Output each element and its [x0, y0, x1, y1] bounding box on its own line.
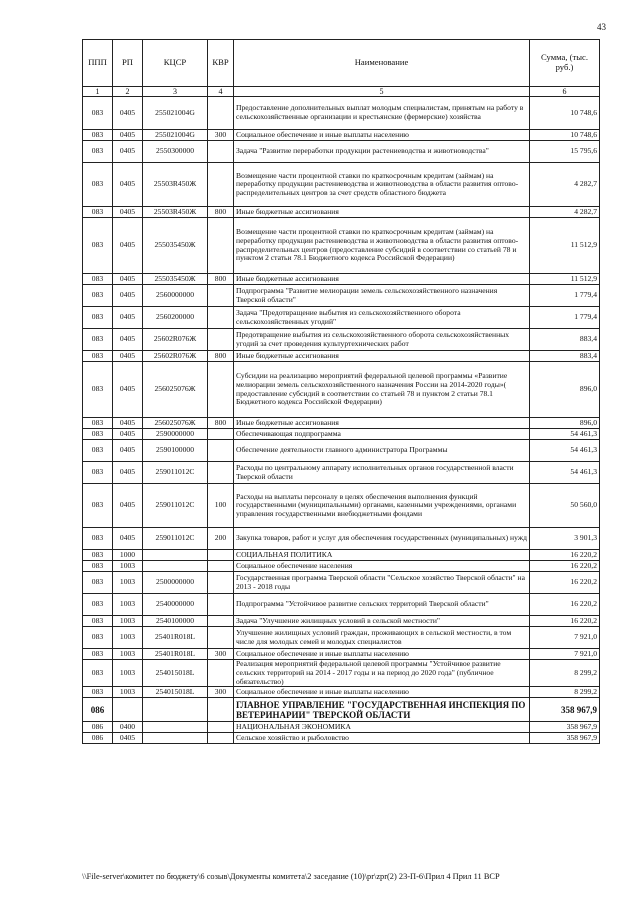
- cell-rp: 0405: [113, 207, 143, 218]
- cell-sum: 16 220,2: [530, 572, 600, 594]
- cell-name: Иные бюджетные ассигнования: [234, 418, 530, 429]
- cell-kvr: 800: [208, 207, 234, 218]
- cell-ppp: 083: [83, 440, 113, 462]
- cell-sum: 4 282,7: [530, 163, 600, 207]
- cell-sum: 54 461,3: [530, 440, 600, 462]
- cell-kvr: 300: [208, 687, 234, 698]
- cell-kcsr: [143, 722, 208, 733]
- cell-ppp: 083: [83, 130, 113, 141]
- cell-kvr: [208, 362, 234, 418]
- page-number: 43: [597, 22, 606, 32]
- cell-name: Иные бюджетные ассигнования: [234, 274, 530, 285]
- column-number-row: [83, 87, 600, 97]
- table-row: [83, 141, 600, 163]
- cell-kvr: [208, 218, 234, 274]
- table-row: [83, 130, 600, 141]
- col-number: 4: [208, 87, 234, 97]
- cell-sum: 358 967,9: [530, 733, 600, 744]
- cell-sum: 883,4: [530, 351, 600, 362]
- cell-sum: 8 299,2: [530, 687, 600, 698]
- cell-kvr: [208, 572, 234, 594]
- cell-rp: 1003: [113, 660, 143, 687]
- cell-ppp: 083: [83, 484, 113, 528]
- table-row: [83, 698, 600, 722]
- cell-ppp: 083: [83, 528, 113, 550]
- cell-ppp: 083: [83, 594, 113, 616]
- cell-kcsr: 255021004G: [143, 130, 208, 141]
- cell-kvr: 300: [208, 130, 234, 141]
- cell-name: ГЛАВНОЕ УПРАВЛЕНИЕ "ГОСУДАРСТВЕННАЯ ИНСПЕКЦИЯ ПО ВЕТЕРИНАРИИ" ТВЕРСКОЙ ОБЛАСТИ: [234, 698, 530, 722]
- cell-sum: 1 779,4: [530, 285, 600, 307]
- cell-name: Иные бюджетные ассигнования: [234, 207, 530, 218]
- cell-ppp: 083: [83, 285, 113, 307]
- cell-ppp: 083: [83, 351, 113, 362]
- cell-rp: 0405: [113, 307, 143, 329]
- cell-kvr: [208, 550, 234, 561]
- cell-kcsr: 25503R450Ж: [143, 163, 208, 207]
- cell-sum: 3 901,3: [530, 528, 600, 550]
- cell-ppp: 083: [83, 141, 113, 163]
- cell-kvr: 800: [208, 418, 234, 429]
- header-rp: РП: [113, 40, 143, 87]
- header-name: Наименование: [234, 40, 530, 87]
- cell-ppp: 083: [83, 163, 113, 207]
- header-row: [83, 40, 600, 87]
- cell-kcsr: 2560000000: [143, 285, 208, 307]
- cell-kcsr: 2560200000: [143, 307, 208, 329]
- cell-kvr: [208, 627, 234, 649]
- table-row: [83, 207, 600, 218]
- col-number: 1: [83, 87, 113, 97]
- col-number: 5: [234, 87, 530, 97]
- cell-name: СОЦИАЛЬНАЯ ПОЛИТИКА: [234, 550, 530, 561]
- cell-name: Задача "Предотвращение выбытия из сельскохозяйственного оборота сельскохозяйственных угодий": [234, 307, 530, 329]
- cell-name: Государственная программа Тверской области "Сельское хозяйство Тверской области" на 2013 - 2018 годы: [234, 572, 530, 594]
- cell-rp: 0405: [113, 97, 143, 130]
- cell-sum: 896,0: [530, 418, 600, 429]
- cell-rp: 0405: [113, 163, 143, 207]
- cell-ppp: 083: [83, 687, 113, 698]
- cell-rp: 1000: [113, 550, 143, 561]
- cell-kcsr: 259011012С: [143, 528, 208, 550]
- cell-sum: 16 220,2: [530, 616, 600, 627]
- cell-kvr: [208, 561, 234, 572]
- col-number: 3: [143, 87, 208, 97]
- cell-kcsr: 255035450Ж: [143, 274, 208, 285]
- cell-rp: 0405: [113, 362, 143, 418]
- table-row: [83, 218, 600, 274]
- cell-kcsr: [143, 550, 208, 561]
- cell-kvr: 800: [208, 351, 234, 362]
- cell-rp: 1003: [113, 616, 143, 627]
- cell-rp: 0405: [113, 733, 143, 744]
- cell-kcsr: 25602R076Ж: [143, 351, 208, 362]
- cell-ppp: 083: [83, 429, 113, 440]
- table-row: [83, 594, 600, 616]
- header-kvr: КВР: [208, 40, 234, 87]
- cell-kvr: 200: [208, 528, 234, 550]
- cell-rp: 0405: [113, 141, 143, 163]
- cell-ppp: 083: [83, 561, 113, 572]
- cell-kcsr: [143, 698, 208, 722]
- cell-name: Расходы на выплаты персоналу в целях обеспечения выполнения функций государственными (муниципальными) органами, казенными учреждениями, органами управления государственными внебюджетными фондами: [234, 484, 530, 528]
- cell-rp: 0405: [113, 218, 143, 274]
- cell-ppp: 083: [83, 362, 113, 418]
- cell-kcsr: 2500000000: [143, 572, 208, 594]
- table-row: [83, 163, 600, 207]
- table-row: [83, 97, 600, 130]
- cell-sum: 358 967,9: [530, 698, 600, 722]
- table-row: [83, 733, 600, 744]
- cell-kcsr: [143, 733, 208, 744]
- cell-kvr: [208, 594, 234, 616]
- cell-kcsr: 25401R018L: [143, 649, 208, 660]
- cell-sum: 10 748,6: [530, 97, 600, 130]
- cell-rp: 0405: [113, 285, 143, 307]
- cell-rp: 0405: [113, 429, 143, 440]
- table-row: [83, 627, 600, 649]
- cell-sum: 8 299,2: [530, 660, 600, 687]
- cell-name: Возмещение части процентной ставки по краткосрочным кредитам (займам) на переработку продукции растениеводства и животноводства в области развития оптово-распределительных центров (предоставление субсидий в соответствии со статьей 78 и пунктом 2 статьи 78.1 Бюджетного кодекса Российской Федерации): [234, 218, 530, 274]
- header-sum: Сумма, (тыс. руб.): [530, 40, 600, 87]
- cell-kvr: 800: [208, 274, 234, 285]
- table-row: [83, 561, 600, 572]
- header-ppp: ППП: [83, 40, 113, 87]
- table-row: [83, 528, 600, 550]
- table-row: [83, 274, 600, 285]
- cell-sum: 16 220,2: [530, 550, 600, 561]
- cell-kcsr: 256025076Ж: [143, 418, 208, 429]
- cell-name: Реализация мероприятий федеральной целевой программы "Устойчивое развитие сельских территорий на 2014 - 2017 годы и на период до 2020 года" (публичное обязательство): [234, 660, 530, 687]
- cell-sum: 4 282,7: [530, 207, 600, 218]
- cell-kcsr: 2590100000: [143, 440, 208, 462]
- cell-ppp: 083: [83, 572, 113, 594]
- table-row: [83, 285, 600, 307]
- cell-rp: 0405: [113, 329, 143, 351]
- cell-kvr: [208, 698, 234, 722]
- cell-kcsr: 259011012С: [143, 484, 208, 528]
- cell-name: Обеспечение деятельности главного администратора Программы: [234, 440, 530, 462]
- cell-name: Предоставление дополнительных выплат молодым специалистам, принятым на работу в сельскохозяйственные организации и крестьянские (фермерские) хозяйства: [234, 97, 530, 130]
- cell-rp: [113, 698, 143, 722]
- table-row: [83, 307, 600, 329]
- cell-sum: 896,0: [530, 362, 600, 418]
- cell-ppp: 083: [83, 649, 113, 660]
- cell-sum: 16 220,2: [530, 561, 600, 572]
- cell-sum: 10 748,6: [530, 130, 600, 141]
- cell-name: НАЦИОНАЛЬНАЯ ЭКОНОМИКА: [234, 722, 530, 733]
- cell-sum: 1 779,4: [530, 307, 600, 329]
- col-number: 6: [530, 87, 600, 97]
- cell-ppp: 083: [83, 418, 113, 429]
- cell-name: Возмещение части процентной ставки по краткосрочным кредитам (займам) на переработку продукции растениеводства и животноводства в области развития оптово-распределительных центров за счет средств областного бюджета: [234, 163, 530, 207]
- cell-kcsr: 254015018L: [143, 687, 208, 698]
- cell-ppp: 083: [83, 307, 113, 329]
- cell-kvr: [208, 733, 234, 744]
- table-row: [83, 616, 600, 627]
- cell-ppp: 083: [83, 627, 113, 649]
- cell-name: Задача "Улучшение жилищных условий в сельской местности": [234, 616, 530, 627]
- cell-name: Расходы по центральному аппарату исполнительных органов государственной власти Тверской области: [234, 462, 530, 484]
- cell-kvr: [208, 141, 234, 163]
- cell-name: Социальное обеспечение и иные выплаты населению: [234, 687, 530, 698]
- cell-ppp: 083: [83, 329, 113, 351]
- cell-rp: 0405: [113, 418, 143, 429]
- cell-kcsr: 2590000000: [143, 429, 208, 440]
- cell-sum: 883,4: [530, 329, 600, 351]
- table-row: [83, 462, 600, 484]
- table-row: [83, 550, 600, 561]
- cell-name: Закупка товаров, работ и услуг для обеспечения государственных (муниципальных) нужд: [234, 528, 530, 550]
- cell-ppp: 086: [83, 698, 113, 722]
- cell-ppp: 083: [83, 462, 113, 484]
- cell-sum: 7 921,0: [530, 649, 600, 660]
- cell-kcsr: 256025076Ж: [143, 362, 208, 418]
- cell-sum: 54 461,3: [530, 462, 600, 484]
- cell-kcsr: 255035450Ж: [143, 218, 208, 274]
- table-row: [83, 649, 600, 660]
- cell-ppp: 083: [83, 207, 113, 218]
- cell-kcsr: [143, 561, 208, 572]
- cell-kvr: [208, 307, 234, 329]
- cell-sum: 11 512,9: [530, 274, 600, 285]
- table-row: [83, 418, 600, 429]
- cell-name: Предотвращение выбытия из сельскохозяйственного оборота сельскохозяйственных угодий за счет проведения культуртехнических работ: [234, 329, 530, 351]
- cell-name: Обеспечивающая подпрограмма: [234, 429, 530, 440]
- cell-ppp: 083: [83, 274, 113, 285]
- cell-kvr: [208, 440, 234, 462]
- table-row: [83, 440, 600, 462]
- table-row: [83, 329, 600, 351]
- cell-name: Иные бюджетные ассигнования: [234, 351, 530, 362]
- cell-name: Социальное обеспечение и иные выплаты населению: [234, 130, 530, 141]
- cell-name: Социальное обеспечение и иные выплаты населению: [234, 649, 530, 660]
- cell-rp: 0405: [113, 274, 143, 285]
- cell-ppp: 083: [83, 660, 113, 687]
- cell-sum: 15 795,6: [530, 141, 600, 163]
- cell-name: Субсидии на реализацию мероприятий федеральной целевой программы «Развитие мелиорации земель сельскохозяйственного назначения России на 2014-2020 годы»( предоставление субсидий в соответствии со статьей 78 и пунктом 2 статьи 78.1 Бюджетного кодекса Российской Федерации): [234, 362, 530, 418]
- cell-sum: 54 461,3: [530, 429, 600, 440]
- cell-kvr: 100: [208, 484, 234, 528]
- cell-rp: 0405: [113, 440, 143, 462]
- cell-sum: 11 512,9: [530, 218, 600, 274]
- cell-rp: 1003: [113, 561, 143, 572]
- table-row: [83, 362, 600, 418]
- cell-name: Подпрограмма "Устойчивое развитие сельских территорий Тверской области": [234, 594, 530, 616]
- cell-kvr: [208, 722, 234, 733]
- cell-sum: 16 220,2: [530, 594, 600, 616]
- cell-kcsr: 259011012С: [143, 462, 208, 484]
- cell-rp: 1003: [113, 627, 143, 649]
- cell-kvr: [208, 429, 234, 440]
- cell-rp: 0400: [113, 722, 143, 733]
- cell-kcsr: 2540000000: [143, 594, 208, 616]
- cell-rp: 0405: [113, 351, 143, 362]
- cell-name: Задача "Развитие переработки продукции растениеводства и животноводства": [234, 141, 530, 163]
- table-row: [83, 687, 600, 698]
- cell-kcsr: 25401R018L: [143, 627, 208, 649]
- cell-ppp: 083: [83, 97, 113, 130]
- cell-ppp: 086: [83, 733, 113, 744]
- cell-sum: 50 560,0: [530, 484, 600, 528]
- cell-kvr: [208, 660, 234, 687]
- table-row: [83, 572, 600, 594]
- cell-rp: 1003: [113, 572, 143, 594]
- cell-kvr: [208, 462, 234, 484]
- file-path-footer: \\File-server\комитет по бюджету\6 созыв\Документы комитета\2 заседание (10)\pr\zpr(2) 23-П-6\Прил 4 Прил 11 ВСР: [82, 872, 500, 881]
- cell-kvr: [208, 616, 234, 627]
- cell-rp: 1003: [113, 687, 143, 698]
- cell-kvr: 300: [208, 649, 234, 660]
- cell-rp: 1003: [113, 594, 143, 616]
- cell-sum: 7 921,0: [530, 627, 600, 649]
- cell-name: Сельское хозяйство и рыболовство: [234, 733, 530, 744]
- cell-sum: 358 967,9: [530, 722, 600, 733]
- cell-name: Улучшение жилищных условий граждан, проживающих в сельской местности, в том числе для молодых семей и молодых специалистов: [234, 627, 530, 649]
- cell-kvr: [208, 285, 234, 307]
- col-number: 2: [113, 87, 143, 97]
- cell-kvr: [208, 329, 234, 351]
- cell-rp: 0405: [113, 528, 143, 550]
- cell-rp: 0405: [113, 130, 143, 141]
- cell-kcsr: 2540100000: [143, 616, 208, 627]
- cell-name: Подпрограмма "Развитие мелиорации земель сельскохозяйственного назначения Тверской области": [234, 285, 530, 307]
- table-row: [83, 351, 600, 362]
- cell-ppp: 086: [83, 722, 113, 733]
- cell-rp: 1003: [113, 649, 143, 660]
- cell-rp: 0405: [113, 484, 143, 528]
- cell-kcsr: 25602R076Ж: [143, 329, 208, 351]
- cell-kcsr: 255021004G: [143, 97, 208, 130]
- cell-kvr: [208, 163, 234, 207]
- cell-name: Социальное обеспечение населения: [234, 561, 530, 572]
- cell-kcsr: 25503R450Ж: [143, 207, 208, 218]
- cell-ppp: 083: [83, 616, 113, 627]
- budget-table: [82, 39, 600, 744]
- table-row: [83, 429, 600, 440]
- header-kcsr: КЦСР: [143, 40, 208, 87]
- table-row: [83, 722, 600, 733]
- cell-ppp: 083: [83, 218, 113, 274]
- cell-kcsr: 2550300000: [143, 141, 208, 163]
- cell-kcsr: 254015018L: [143, 660, 208, 687]
- table-row: [83, 660, 600, 687]
- cell-ppp: 083: [83, 550, 113, 561]
- cell-kvr: [208, 97, 234, 130]
- cell-rp: 0405: [113, 462, 143, 484]
- table-row: [83, 484, 600, 528]
